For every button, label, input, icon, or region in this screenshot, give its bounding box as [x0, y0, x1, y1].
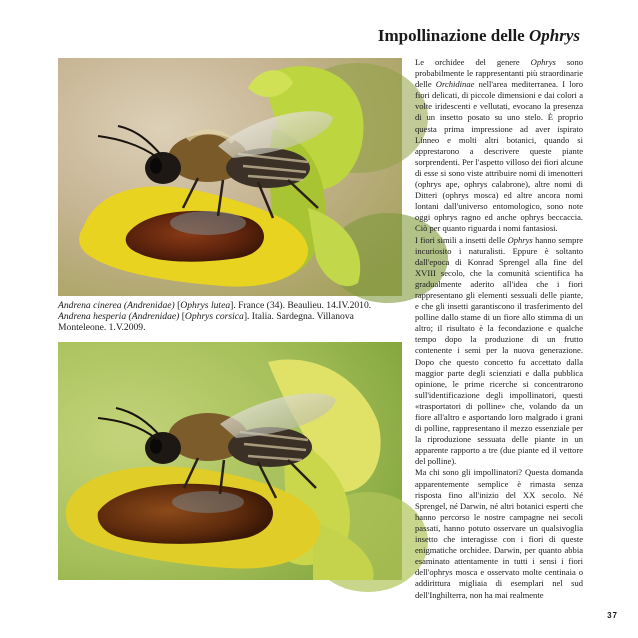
paragraph-3 — [415, 467, 583, 600]
page-title — [378, 26, 580, 46]
caption-top — [58, 300, 404, 311]
caption-top-species: Andrena cinerea — [58, 300, 122, 311]
paragraph-2 — [415, 235, 583, 468]
italic-term: Ophrys — [530, 57, 556, 67]
caption-bottom-species: Andrena hesperia — [58, 311, 127, 322]
photo-andrena-cinerea — [58, 58, 402, 296]
title-prefix: Impollinazione delle — [377, 26, 529, 45]
text-run: I fiori simili a insetti delle — [415, 234, 508, 245]
text-run: nell'area mediterranea. I loro fiori delicati, di piccole dimensioni e dai colori a volte iridescenti e vellutati, evocano la presenza di un insetto posato su uno stelo. È proprio questa prima impressione ad aver ispirato Linneo e molti altri botanici, quando si apprestarono a descrivere queste piante sorprendenti. Per l'aspetto villoso dei fiori alcune di esse si sono viste attribuire nomi di imenotteri (ophrys ape, ophrys calabrone), altre nomi di Ditteri (ophrys mosca) ed altre ancora nomi lontani dall'universo entomologico, sono note oggi ophrys ragno ed anche ophrys beccaccia. Ciò per quanto riguarda i nomi fantasiosi. — [415, 79, 584, 234]
text-run: hanno sempre incuriosito i naturalisti. Eppure è soltanto dall'epoca di Konrad Sprengel alla fine del XVIII secolo, che la comunità scientifica ha gradualmente aderito all'idea che i fiori rappresentano gli elementi sessuali delle piante, e che gli insetti garantiscono il trasferimento del polline dallo stame di un fiore allo stimma di un altro; il risultato è la fecondazione e qualche tempo dopo la produzione di un frutto contenente i semi per la nuova generazione. Dopo che questo concetto fu accettato dalla maggior parte degli scienziati e dalla pubblica opinione, le prime ricerche si concentrarono sull'identificazione degli impollinatori, questi «trasportatori di polline» che, volando da un fiore all'altro e asportando loro malgrado i grani di polline, rappresentano il mezzo essenziale per la riproduzione sessuata delle piante in un apparente rapporto a tre (due piante ed il vettore del polline). — [415, 234, 584, 467]
text-run: sono probabilmente le rappresentanti più straordinarie delle — [415, 57, 583, 90]
caption-top-orchid: Ophrys lutea — [180, 300, 231, 311]
italic-term: Orchidinae — [435, 79, 475, 90]
caption-top-locality: ]. France (34). Beaulieu. 14.IV.2010. — [230, 300, 372, 311]
caption-bottom-orchid: Ophrys corsica — [184, 311, 244, 322]
paragraph-1 — [415, 57, 583, 235]
title-genus: Ophrys — [528, 26, 580, 45]
photo-bee-on-ophrys-lutea — [58, 58, 402, 296]
photo-captions — [58, 300, 404, 333]
caption-top-sep: [ — [174, 300, 181, 311]
text-run: Ma chi sono gli impollinatori? Questa domanda apparentemente semplice è rimasta senza risposta fino all'inizio del XX secolo. Né Sprengel, né Darwin, né altri botanici esperti che hanno percorso le nostre campagne nei secoli passati, hanno potuto osservare un qualsivoglia insetto che interagisse con i fiori di queste enigmatiche orchidee. Darwin, per quanto abbia esaminato attentamente in tutti i sensi i fiori dell'ophrys mosca e osservato molte centinaia o addirittura migliaia di esemplari nel sud dell'Inghilterra, non ha mai realmente — [415, 467, 583, 600]
caption-bottom-sep: [ — [179, 311, 185, 322]
caption-top-family: (Andrenidae) — [123, 300, 175, 311]
caption-bottom-family: (Andrenidae) — [128, 311, 180, 322]
photo-andrena-hesperia — [58, 342, 402, 580]
photo-bee-on-ophrys-corsica — [58, 342, 402, 580]
italic-term: Ophrys — [507, 234, 533, 245]
text-run: Le orchidee del genere — [415, 57, 531, 67]
page-number: 37 — [607, 611, 618, 620]
caption-bottom — [58, 311, 404, 333]
caption-bottom-locality: ]. Italia. Sardegna. Villanova Monteleone. 1.V.2009. — [58, 311, 354, 333]
article-body — [415, 57, 584, 600]
